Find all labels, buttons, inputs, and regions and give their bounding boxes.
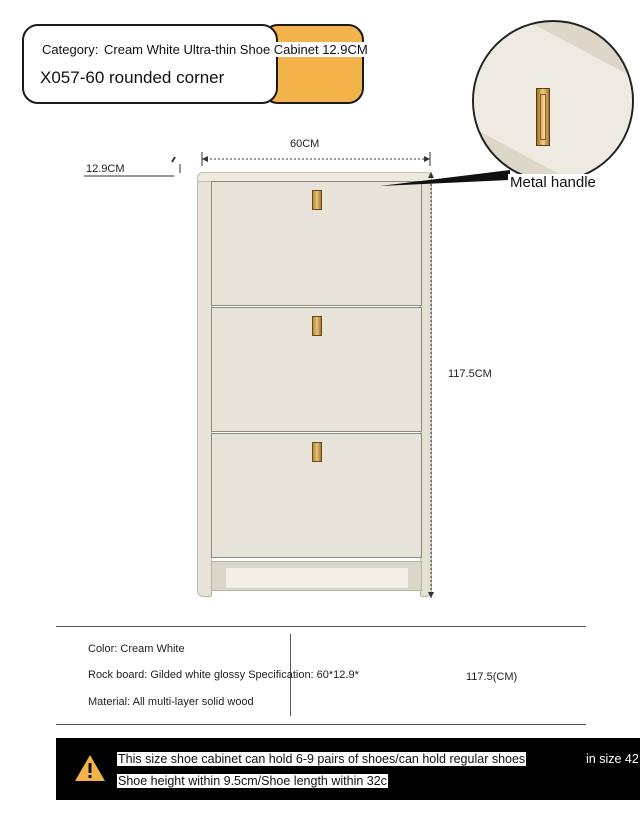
metal-handle-zoom-icon: [472, 20, 634, 182]
width-label: 60CM: [290, 138, 320, 150]
depth-label: 12.9CM: [86, 163, 125, 175]
drawer-handle-icon: [312, 316, 322, 336]
drawer-handle-icon: [312, 442, 322, 462]
category-value: Cream White Ultra-thin Shoe Cabinet 12.9CM: [104, 42, 368, 57]
warning-icon: [74, 754, 106, 782]
notice-line-2: [117, 774, 388, 788]
zoom-background: [472, 20, 634, 182]
cabinet-drawer-bottom: [211, 433, 422, 558]
cabinet-drawer-top: [211, 181, 422, 306]
cabinet-drawer-middle: [211, 307, 422, 432]
notice-line-1: [117, 752, 526, 766]
model-name: X057-60 rounded corner: [40, 68, 225, 87]
header-badge: [22, 24, 278, 104]
spec-rock-board: Rock board: Gilded white glossy Specification: 60*12.9*: [88, 669, 359, 681]
drawer-handle-icon: [312, 190, 322, 210]
notice-bar: [56, 738, 640, 800]
height-label: 117.5CM: [448, 368, 492, 380]
depth-underline: [84, 174, 180, 178]
spec-color: Color: Cream White: [88, 643, 185, 655]
spec-size-tail: 117.5(CM): [466, 671, 518, 683]
height-dimension-line: [424, 170, 438, 600]
metal-handle-label: Metal handle: [510, 174, 596, 191]
zoomed-handle: [536, 88, 550, 146]
cabinet-base: [211, 561, 422, 591]
cabinet-base-opening: [226, 568, 408, 588]
cabinet-side-panel: [197, 172, 212, 597]
callout-pointer: [376, 164, 516, 194]
category-line: [42, 42, 370, 57]
spec-top-rule: [56, 626, 586, 627]
spec-bottom-rule: [56, 724, 586, 725]
zoomed-handle-inset: [540, 94, 546, 140]
notice-line-1-tail: in size 42: [586, 752, 639, 766]
spec-material: Material: All multi-layer solid wood: [88, 696, 254, 708]
notice-line-2-text: Shoe height within 9.5cm/Shoe length within 32c: [118, 774, 387, 788]
depth-tick-marks: [168, 156, 186, 174]
category-label: Category:: [42, 42, 99, 57]
notice-line-1-text: This size shoe cabinet can hold 6-9 pairs of shoes/can hold regular shoes: [118, 752, 526, 766]
